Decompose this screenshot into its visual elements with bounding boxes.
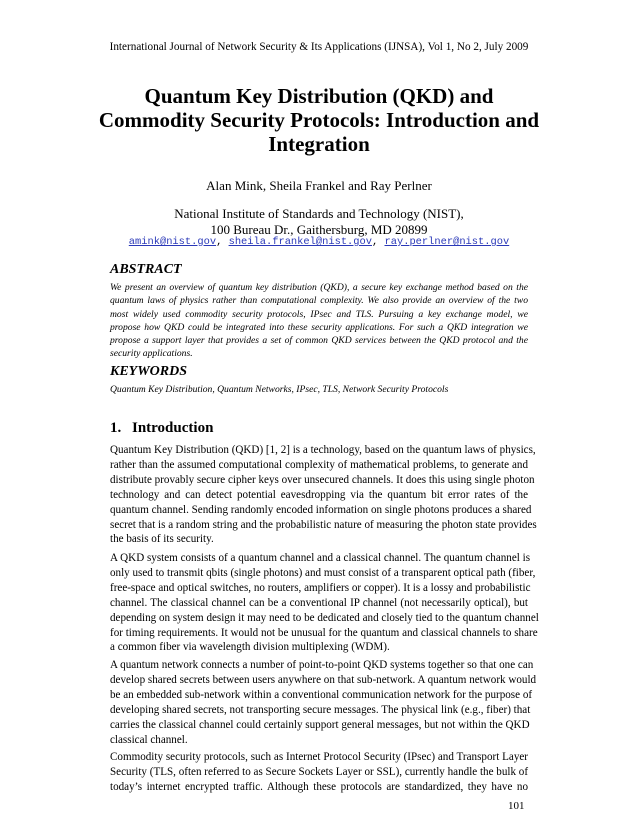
keywords-body: Quantum Key Distribution, Quantum Networks, IPsec, TLS, Network Security Protocols bbox=[110, 384, 449, 395]
title-line: Quantum Key Distribution (QKD) and bbox=[144, 84, 494, 108]
abstract-line: most widely used commodity security protocols, IPsec and TLS. Pursuing a key exchange model, we bbox=[110, 308, 528, 320]
abstract-line: We present an overview of quantum key distribution (QKD), a secure key exchange method based on the bbox=[110, 282, 528, 293]
paragraph-line: Commodity security protocols, such as Internet Protocol Security (IPsec) and Transport Layer bbox=[110, 751, 528, 763]
section-number: 1. bbox=[110, 420, 122, 436]
paragraph-line: depending on system design it may need to be dedicated and closely tied to the quantum channel bbox=[110, 611, 539, 624]
affiliation-line: National Institute of Standards and Technology (NIST), bbox=[174, 206, 464, 221]
email-separator: , bbox=[372, 236, 379, 248]
abstract-line: propose how QKD could be integrated into these security applications. For such a QKD integration we bbox=[110, 321, 528, 333]
affiliation bbox=[0, 206, 638, 237]
paragraph-line: A QKD system consists of a quantum channel and a classical channel. The quantum channel is bbox=[110, 552, 531, 564]
abstract-line: quantum laws of physics rather than computational complexity. We also provide an overview of the two bbox=[110, 295, 528, 307]
abstract-line: propose a support layer that provides a set of common QKD services between the QKD protocol and the bbox=[110, 335, 528, 347]
affiliation-line: 100 Bureau Dr., Gaithersburg, MD 20899 bbox=[210, 221, 428, 237]
abstract-body bbox=[110, 281, 528, 361]
paragraph-line: be an embedded sub-network within a conventional communication network for the purpose of bbox=[110, 688, 533, 701]
paragraph bbox=[110, 443, 537, 547]
paragraph-line: free-space and optical switches, no routers, amplifiers or copper). It is a lossy and probabilistic bbox=[110, 581, 531, 594]
author-list: Alan Mink, Sheila Frankel and Ray Perlner bbox=[206, 178, 432, 193]
paragraph-line: channel. The classical channel can be a conventional IP channel (not necessarily optical), but bbox=[110, 596, 528, 609]
paragraph-line: for timing requirements. It would not be unusual for the quantum and classical channels to share bbox=[110, 626, 538, 639]
section-title: Introduction bbox=[132, 420, 214, 436]
running-head: International Journal of Network Security & Its Applications (IJNSA), Vol 1, No 2, July 2009 bbox=[109, 41, 529, 53]
paragraph bbox=[110, 750, 528, 795]
paragraph-line: technology and can detect potential eavesdropping via the quantum bit error rates of the bbox=[110, 488, 528, 501]
paragraph-line: carries the classical channel could certainly support general messages, but not within the QKD bbox=[110, 718, 530, 731]
paragraph-line: rather than the assumed computational complexity of mathematical problems, to generate and bbox=[110, 458, 528, 471]
paragraph-line: distribute provably secure cipher keys over unsecured channels. It does this using single photon bbox=[110, 473, 535, 486]
paragraph bbox=[110, 658, 537, 747]
paragraph-line: today’s internet encrypted traffic. Although these protocols are standardized, they have no bbox=[110, 780, 528, 793]
paragraph-line: Quantum Key Distribution (QKD) [1, 2] is a technology, based on the quantum laws of physics, bbox=[110, 444, 536, 456]
paragraph-line: A quantum network connects a number of point-to-point QKD systems together so that one can bbox=[110, 659, 534, 671]
email-link[interactable]: sheila.frankel@nist.gov bbox=[228, 236, 372, 248]
paragraph-line: the basis of its security. bbox=[110, 533, 214, 546]
paragraph-line: a common fiber via wavelength division multiplexing (WDM). bbox=[110, 641, 390, 654]
section-heading bbox=[110, 420, 213, 437]
paragraph-line: developing shared secrets, not transporting secure messages. The physical link (e.g., fiber) that bbox=[110, 703, 531, 716]
paragraph bbox=[110, 551, 539, 655]
paragraph-line: quantum channel. Sending randomly encoded information on single photons produces a shared bbox=[110, 503, 532, 516]
paragraph-line: classical channel. bbox=[110, 733, 188, 746]
keywords-heading: KEYWORDS bbox=[110, 364, 188, 379]
email-link[interactable]: ray.perlner@nist.gov bbox=[384, 236, 510, 248]
paragraph-line: Security (TLS, often referred to as Secure Sockets Layer or SSL), currently handle the bulk of bbox=[110, 765, 529, 778]
paragraph-line: secret that is a random string and the probabilistic nature of measuring the photon state provides bbox=[110, 518, 537, 531]
email-list bbox=[0, 236, 638, 248]
title-line: Commodity Security Protocols: Introduction and bbox=[98, 108, 540, 132]
title-line: Integration bbox=[268, 132, 370, 156]
paper-title bbox=[60, 84, 578, 156]
paragraph-line: develop shared secrets between users anywhere on that sub-network. A quantum network would bbox=[110, 673, 537, 686]
email-link[interactable]: amink@nist.gov bbox=[128, 236, 217, 248]
email-separator: , bbox=[216, 236, 223, 248]
abstract-heading: ABSTRACT bbox=[110, 262, 182, 277]
paragraph-line: only used to transmit qbits (single photons) and must consist of a transparent optical path (fiber, bbox=[110, 566, 536, 579]
abstract-line: security applications. bbox=[110, 348, 193, 360]
page-number: 101 bbox=[508, 800, 525, 812]
